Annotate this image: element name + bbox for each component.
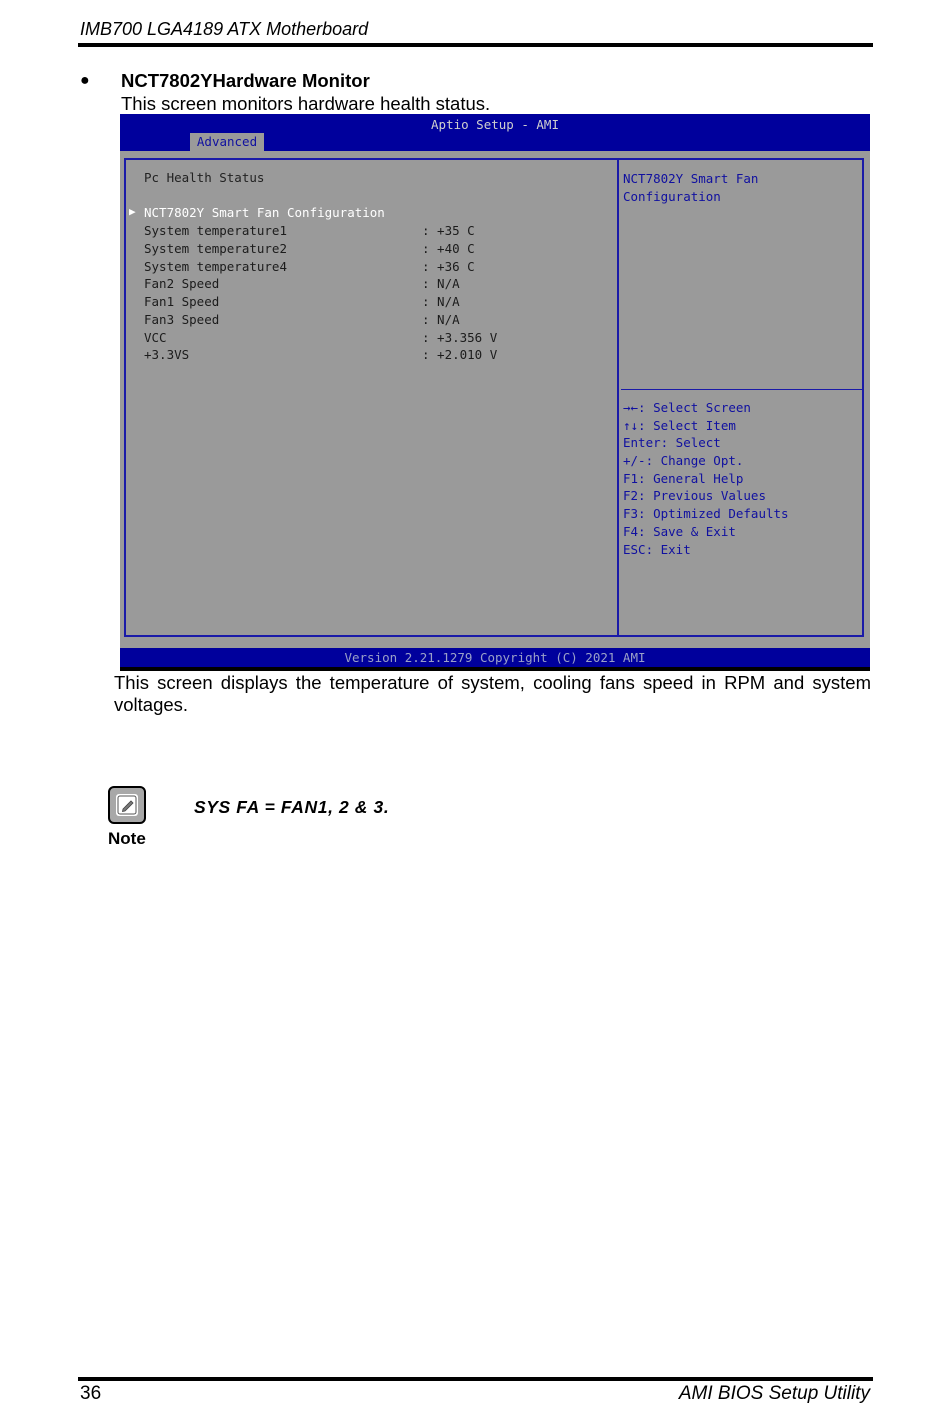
submenu-arrow-icon: ▶ [129, 205, 136, 218]
bios-status-row [144, 259, 524, 277]
note-label: Note [108, 829, 146, 848]
bios-status-row [144, 223, 524, 241]
status-value: : +36 C [422, 259, 475, 274]
bios-status-row [144, 312, 524, 330]
tab-advanced[interactable]: Advanced [190, 133, 264, 151]
caption-line: This screen displays the temperature of system, cooling fans speed in RPM and system [114, 672, 871, 693]
smart-fan-config-menu-item[interactable]: NCT7802Y Smart Fan Configuration [144, 205, 385, 220]
bios-app-title: Aptio Setup - AMI [431, 117, 559, 132]
caption-line: voltages. [114, 694, 189, 715]
bullet-icon: ● [80, 72, 90, 89]
bios-help-description: NCT7802Y Smart Fan Configuration [623, 171, 759, 204]
status-label: Fan1 Speed [144, 294, 220, 309]
document-header-title: IMB700 LGA4189 ATX Motherboard [80, 19, 369, 39]
section-heading: NCT7802YHardware Monitor [121, 70, 370, 91]
bios-version-footer: Version 2.21.1279 Copyright (C) 2021 AMI [120, 648, 870, 667]
bios-title-bar [120, 114, 870, 151]
bios-screenshot [120, 114, 870, 671]
key-hint: F2: Previous Values [623, 488, 766, 504]
status-label: +3.3VS [144, 347, 190, 362]
header-rule [78, 43, 873, 47]
bios-panel-divider [617, 158, 619, 637]
bios-status-row [144, 347, 524, 365]
key-hint: Enter: Select [623, 435, 721, 451]
status-label: VCC [144, 330, 167, 345]
bios-status-row [144, 330, 524, 348]
document-footer-title: AMI BIOS Setup Utility [678, 1383, 870, 1404]
key-hint: ESC: Exit [623, 541, 691, 557]
key-hint: F3: Optimized Defaults [623, 506, 789, 522]
status-label: System temperature1 [144, 223, 287, 238]
status-value: : +35 C [422, 223, 475, 238]
status-label: Fan3 Speed [144, 312, 220, 327]
status-value: : N/A [422, 294, 460, 309]
key-hint: F4: Save & Exit [623, 523, 736, 539]
key-hint: ↑↓: Select Item [623, 417, 736, 433]
key-hint: +/-: Change Opt. [623, 453, 744, 469]
bios-section-heading: Pc Health Status [144, 170, 265, 185]
bios-status-row [144, 241, 524, 259]
status-value: : +2.010 V [422, 347, 498, 362]
status-label: Fan2 Speed [144, 276, 220, 291]
section-description: This screen monitors hardware health status. [121, 93, 491, 114]
bios-status-row [144, 294, 524, 312]
page-number: 36 [80, 1383, 102, 1404]
bios-help-divider [621, 389, 862, 390]
status-label: System temperature4 [144, 259, 287, 274]
bios-key-legend [623, 400, 789, 559]
status-value: : +3.356 V [422, 330, 498, 345]
key-hint: →←: Select Screen [623, 400, 751, 415]
note-text: SYS FA = FAN1, 2 & 3. [194, 797, 390, 817]
status-value: : +40 C [422, 241, 475, 256]
note-pencil-icon [108, 786, 146, 824]
status-value: : N/A [422, 276, 460, 291]
footer-rule [78, 1377, 873, 1381]
bios-status-row [144, 276, 524, 294]
key-hint: F1: General Help [623, 470, 744, 486]
status-value: : N/A [422, 312, 460, 327]
status-label: System temperature2 [144, 241, 287, 256]
bios-bottom-edge [120, 667, 870, 671]
screen-caption [114, 672, 871, 716]
